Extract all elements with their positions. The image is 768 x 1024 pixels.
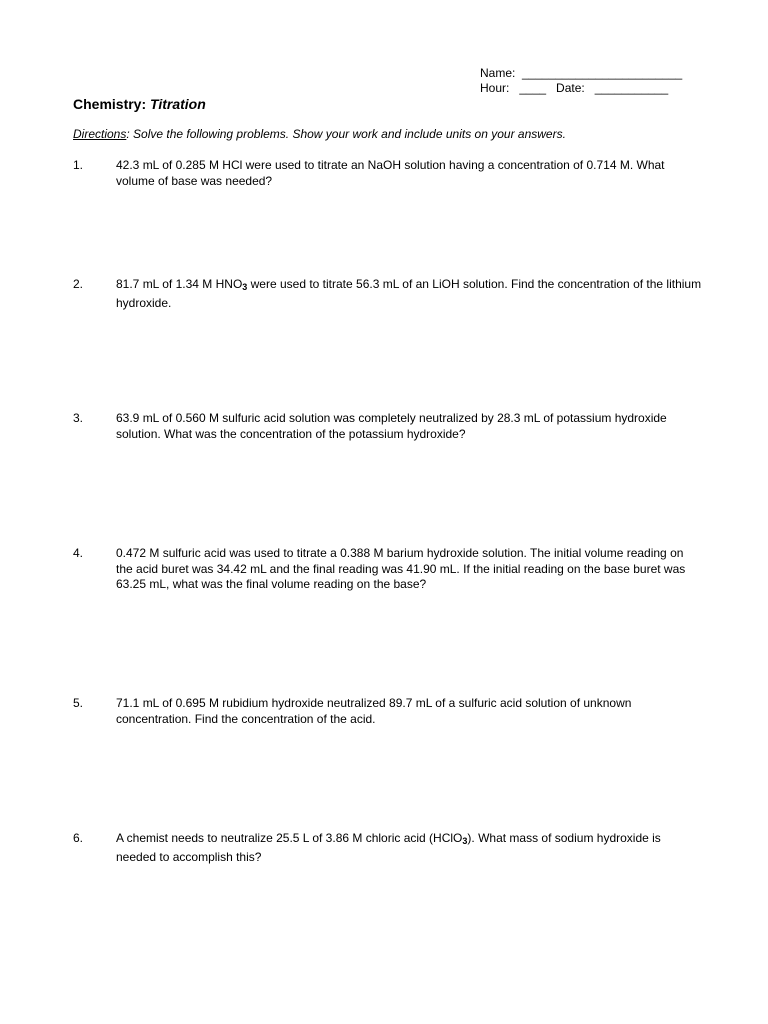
problem-number: 5. [73, 696, 84, 710]
problem-2 [73, 277, 703, 311]
page-title [73, 96, 206, 112]
problem-number: 2. [73, 277, 84, 291]
problem-number: 1. [73, 158, 84, 172]
problem-text-part-a: 81.7 mL of 1.34 M HNO [116, 277, 243, 291]
title-subject: Titration [150, 96, 206, 112]
name-field: Name: ________________________ [480, 66, 683, 80]
problem-text-part-b: were used to titrate 56.3 mL of an LiOH solution. Find the concentration of the lithium hydroxide. [116, 277, 702, 310]
title-prefix: Chemistry: [73, 96, 147, 112]
hour-date-field: Hour: ____ Date: ___________ [480, 81, 669, 95]
problem-text: 63.9 mL of 0.560 M sulfuric acid solution was completely neutralized by 28.3 mL of potassium hydroxide solution. What was the concentration of the potassium hydroxide? [116, 411, 667, 441]
problem-number: 6. [73, 831, 84, 845]
subscript: 3 [242, 282, 248, 292]
problem-number: 3. [73, 411, 84, 425]
subscript: 3 [462, 836, 468, 846]
directions [73, 127, 566, 141]
problem-text-part-a: A chemist needs to neutralize 25.5 L of 3.86 M chloric acid (HClO [116, 831, 463, 845]
problem-3 [73, 411, 703, 442]
problem-text: 0.472 M sulfuric acid was used to titrate a 0.388 M barium hydroxide solution. The initial volume reading on the acid buret was 34.42 mL and the final reading was 41.90 mL. If the initial reading on the base buret was 63.25 mL, what was the final volume reading on the base? [116, 546, 686, 591]
problem-text: 42.3 mL of 0.285 M HCl were used to titrate an NaOH solution having a concentration of 0.714 M. What volume of base was needed? [116, 158, 665, 188]
problem-number: 4. [73, 546, 84, 560]
problem-text-part-b: ). What mass of sodium hydroxide is needed to accomplish this? [116, 831, 661, 864]
directions-text: : Solve the following problems. Show your work and include units on your answers. [126, 127, 566, 141]
problem-text [116, 277, 703, 311]
problem-6 [73, 831, 703, 865]
problem-1 [73, 158, 703, 189]
problem-text [116, 831, 703, 865]
directions-label: Directions [73, 127, 127, 141]
problem-5 [73, 696, 703, 727]
problem-text: 71.1 mL of 0.695 M rubidium hydroxide neutralized 89.7 mL of a sulfuric acid solution of unknown concentration. Find the concentration of the acid. [116, 696, 632, 726]
problem-4 [73, 546, 703, 593]
